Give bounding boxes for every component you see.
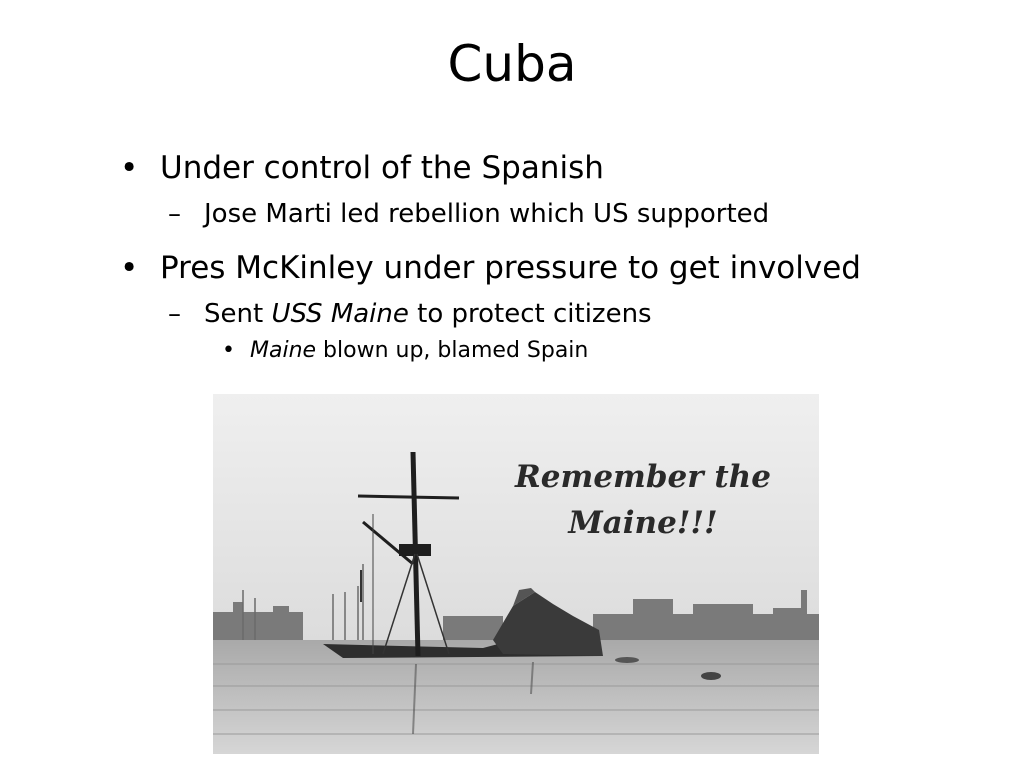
- bullet-marker: •: [120, 250, 139, 286]
- slide-title: Cuba: [447, 35, 577, 93]
- bullet-text: Pres McKinley under pressure to get involved: [160, 250, 861, 286]
- bullet-marker: •: [222, 338, 235, 363]
- sub-bullet-item: [118, 194, 978, 234]
- sub-bullet-text-pre: Sent: [204, 299, 272, 329]
- sub-sub-bullet-text: blown up, blamed Spain: [316, 338, 589, 363]
- dash-marker: –: [168, 199, 181, 229]
- sub-bullet-item: [118, 294, 978, 334]
- sub-bullet-text-post: to protect citizens: [408, 299, 652, 329]
- dash-marker: –: [168, 299, 181, 329]
- bullet-marker: •: [120, 150, 139, 186]
- ship-name-italic: USS Maine: [271, 299, 409, 329]
- bullet-text: Under control of the Spanish: [160, 150, 604, 186]
- ship-name-italic: Maine: [250, 338, 317, 363]
- bullet-list: [118, 146, 978, 368]
- photo-caption: [513, 454, 773, 546]
- maine-wreck-photo: [213, 394, 819, 754]
- sub-bullet-text: Jose Marti led rebellion which US supported: [204, 199, 770, 229]
- bullet-item: [118, 146, 978, 190]
- photo-illustration: [213, 394, 819, 754]
- caption-line-1: Remember the: [515, 459, 771, 495]
- bullet-item: [118, 246, 978, 290]
- sub-sub-bullet-item: [118, 334, 978, 368]
- caption-line-2: Maine!!!: [568, 505, 718, 541]
